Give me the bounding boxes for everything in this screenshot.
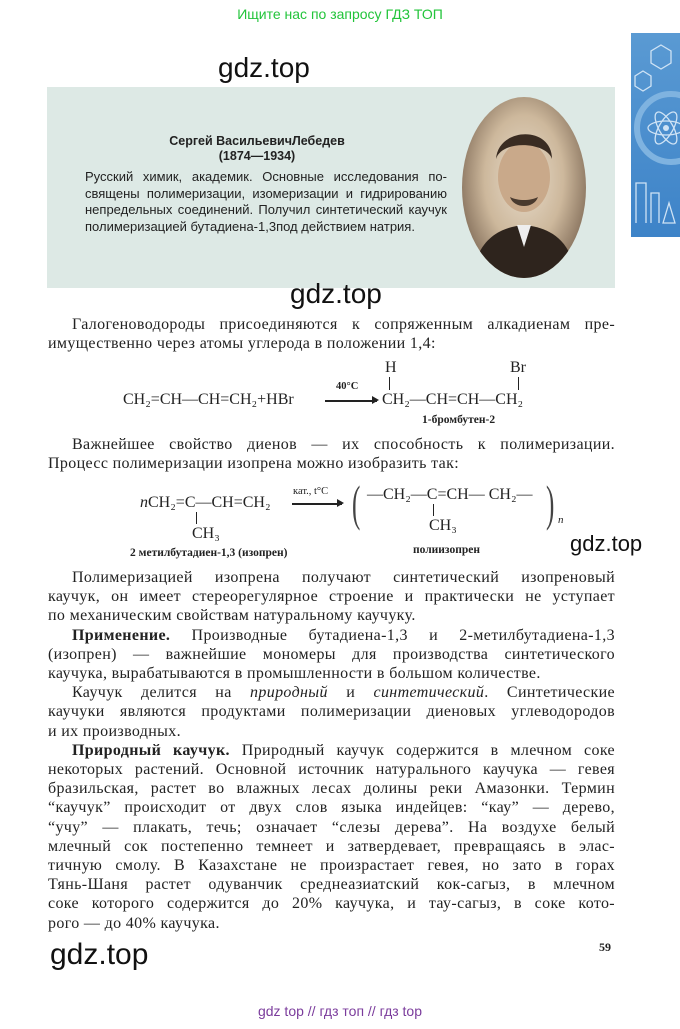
text-line — [48, 722, 615, 741]
eq1-h: H — [385, 359, 397, 376]
eq2-reactant-formula: CH₂=C—CH=CH₂ — [148, 494, 271, 511]
text-segment: Производные бутадиена-1,3 и 2-метилбутадиена-1,3 — [170, 626, 615, 644]
paragraph — [48, 435, 615, 473]
watermark: gdz.top — [290, 278, 382, 309]
close-bracket-icon: ) — [546, 475, 555, 531]
text-segment: каучук, он имеет стереорегулярное строение и практически не уступает — [48, 588, 615, 606]
text-line — [48, 334, 615, 353]
text-segment: “каучук” происходит от двух слов языка индейцев: “кау” — дерево, — [48, 799, 615, 817]
text-line — [48, 702, 615, 721]
biography-box — [47, 87, 615, 288]
eq2-condition: кат., t°C — [293, 486, 329, 497]
text-segment: соке которого содержится до 20% каучука, и тау-сагыз, в соке кото- — [48, 895, 615, 913]
text-segment: (изопрен) — важнейшие мономеры для производства синтетического — [48, 645, 615, 663]
watermark: gdz.top — [570, 531, 643, 556]
text-segment: “учу” — плакать, течь; означает “слезы дерева”. На воздухе белый — [48, 818, 615, 836]
text-segment: каучука, вырабатываются в промышленности в большом количестве. — [48, 665, 541, 683]
text-line — [48, 435, 615, 454]
eq2-n: n — [140, 494, 148, 511]
text-segment: имущественно через атомы углерода в положении 1,4: — [48, 335, 436, 353]
paragraph — [48, 626, 615, 684]
portrait-image — [462, 97, 586, 278]
watermark: gdz.top — [50, 938, 149, 971]
text-line — [48, 587, 615, 606]
text-line — [48, 454, 615, 473]
text-line — [48, 760, 615, 779]
text-line — [48, 914, 615, 933]
text-line — [48, 779, 615, 798]
text-segment: каучуки являются продуктами полимеризации диеновых углеводородов — [48, 703, 615, 721]
text-segment: и их производных. — [48, 722, 181, 740]
text-line — [48, 626, 615, 645]
text-segment: Тянь-Шаня растет одуванчик среднеазиатский кок-сагыз, в млечном — [48, 876, 615, 894]
eq2-subscript-n: n — [558, 514, 564, 526]
bio-line: Русский химик, академик. Основные исследования по- — [85, 169, 447, 184]
text-line — [48, 818, 615, 837]
bio-line: полимеризацией бутадиена-1,3под действием натрия. — [85, 218, 415, 234]
watermark: gdz.top — [218, 52, 310, 83]
bio-name: Сергей ВасильевичЛебедев — [169, 134, 345, 148]
text-segment: бразильская, растет во влажных лесах долины реки Амазонки. Термин — [48, 780, 615, 798]
footer-links: gdz top // гдз топ // гдз top — [257, 1003, 423, 1019]
text-line — [48, 315, 615, 334]
reaction-arrow-icon — [292, 503, 342, 505]
eq1-reactants: CH₂=CH—CH=CH₂+HBr — [123, 391, 294, 408]
text-segment: Каучук делится на — [72, 684, 251, 702]
text-segment: Процесс полимеризации изопрена можно изобразить так: — [48, 455, 459, 473]
eq2-product: —CH₂—C=CH— CH₂— — [367, 486, 533, 503]
text-segment: Важнейшее свойство диенов — их способность к полимеризации. — [72, 436, 615, 453]
text-segment: . Синтетические — [484, 684, 615, 702]
italic-term: синтетический — [373, 684, 485, 702]
text-line — [48, 568, 615, 587]
bold-heading: Природный каучук. — [72, 741, 230, 759]
bond-line — [196, 512, 197, 524]
eq2-product-branch: CH₃ — [429, 517, 457, 534]
bio-line: непредельных соединений. Получил синтетический каучук — [85, 202, 447, 217]
open-bracket-icon: ( — [352, 475, 361, 531]
eq1-product: CH₂—CH=CH—CH₂ — [382, 391, 524, 408]
text-line — [48, 606, 615, 625]
text-segment: и — [327, 684, 374, 702]
text-segment: Природный каучук содержится в млечном соке — [229, 741, 615, 759]
text-segment: тичную смолу. В Казахстане не произрастает гевея, но зато в горах — [48, 857, 615, 875]
text-line — [48, 856, 615, 875]
text-line — [48, 645, 615, 664]
text-segment: млечный сок постепенно темнеет и затвердевает, превращаясь в элас- — [48, 837, 615, 855]
bond-line — [518, 377, 519, 390]
text-segment: Полимеризацией изопрена получают синтетический изопреновый — [72, 569, 615, 586]
text-line — [48, 798, 615, 817]
text-segment: некоторых растений. Основной источник натурального каучука — гевея — [48, 761, 615, 779]
page-number: 59 — [599, 940, 611, 954]
body-text — [48, 568, 615, 933]
text-line — [48, 837, 615, 856]
eq1-br: Br — [510, 359, 526, 376]
text-line — [48, 741, 615, 760]
chemistry-decoration-image — [631, 33, 680, 237]
text-segment: Галогеноводороды присоединяются к сопряженным алкадиенам пре- — [72, 316, 615, 333]
text-line — [48, 664, 615, 683]
eq1-condition: 40°C — [336, 381, 359, 392]
paragraph — [48, 741, 615, 933]
text-line — [48, 875, 615, 894]
bond-line — [433, 504, 434, 516]
bond-line — [389, 377, 390, 390]
bio-years: (1874—1934) — [218, 149, 296, 163]
search-banner: Ищите нас по запросу ГДЗ ТОП — [237, 6, 443, 22]
eq2-reactant — [140, 494, 271, 512]
bio-line: священы полимеризации, изомеризации и гидрированию — [85, 185, 447, 201]
text-line — [48, 683, 615, 702]
text-segment: рого — до 40% каучука. — [48, 914, 220, 932]
bold-heading: Применение. — [72, 626, 171, 644]
bio-text — [85, 169, 447, 235]
paragraph — [48, 683, 615, 741]
reaction-arrow-icon — [325, 400, 377, 402]
eq2-reactant-name: 2 метилбутадиен-1,3 (изопрен) — [130, 547, 288, 559]
eq2-product-name: полиизопрен — [413, 544, 480, 556]
text-segment: по механическим свойствам натуральному каучуку. — [48, 607, 416, 625]
italic-term: природный — [250, 684, 328, 702]
paragraph — [48, 568, 615, 626]
text-line — [48, 894, 615, 913]
paragraph — [48, 315, 615, 353]
eq2-reactant-branch: CH₃ — [192, 525, 220, 542]
eq1-product-name: 1-бромбутен-2 — [422, 414, 496, 426]
